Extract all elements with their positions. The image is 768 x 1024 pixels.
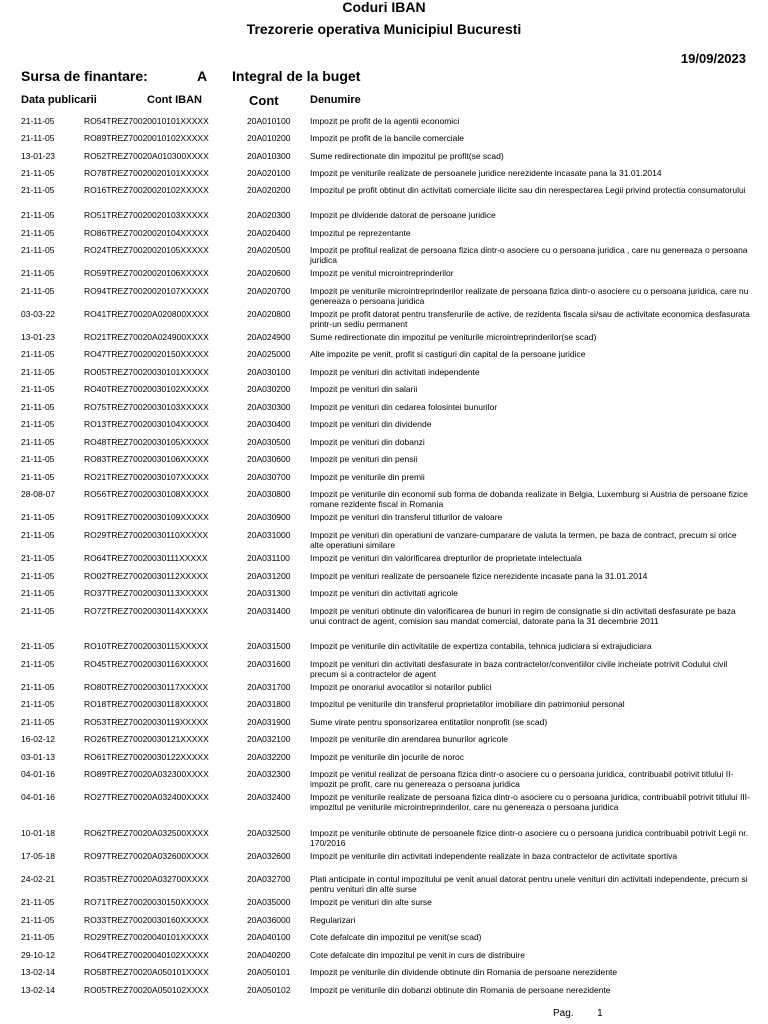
row-denumire: Regularizari [310,915,356,925]
row-denumire: Impozit pe venituri din cedarea folosintei bunurilor [310,402,498,412]
row-date: 16-02-12 [21,734,56,744]
row-date: 21-11-05 [21,932,55,942]
row-date: 21-11-05 [21,659,55,669]
row-cont: 20A020600 [247,268,291,278]
row-iban: RO29TREZ70020040101XXXXX [84,932,209,942]
row-cont: 20A030400 [247,419,291,429]
row-date: 13-01-23 [21,151,56,161]
row-cont: 20A032300 [247,769,291,779]
row-iban: RO71TREZ70020030150XXXXX [84,897,209,907]
funding-source-description: Integral de la buget [232,68,361,84]
row-cont: 20A031900 [247,717,291,727]
row-iban: RO21TREZ70020A024900XXXX [84,332,209,342]
row-denumire: Impozit pe veniturile din arendarea bunurilor agricole [310,734,508,744]
row-denumire: Impozit pe veniturile din dobanzi obtinute din Romania de persoane nerezidente [310,985,611,995]
row-denumire: Impozit pe venituri din activitati independente [310,367,480,377]
row-date: 21-11-05 [21,682,55,692]
row-cont: 20A031400 [247,606,291,616]
row-date: 21-11-05 [21,699,55,709]
row-denumire: Impozit pe venituri din transferul titlurilor de valoare [310,512,503,522]
row-iban: RO97TREZ70020A032600XXXX [84,851,209,861]
row-cont: 20A032500 [247,828,291,838]
document-subtitle: Trezorerie operativa Municipiul Bucuresti [246,21,522,37]
row-iban: RO24TREZ70020020105XXXXX [84,245,209,255]
row-date: 21-11-05 [21,472,55,482]
row-date: 21-11-05 [21,133,55,143]
row-iban: RO47TREZ70020020150XXXXX [84,349,209,359]
row-cont: 20A020400 [247,228,291,238]
row-denumire: Impozit pe veniturile din premii [310,472,425,482]
row-date: 21-11-05 [21,384,55,394]
row-iban: RO80TREZ70020030117XXXXX [84,682,209,692]
row-date: 21-11-05 [21,419,55,429]
row-denumire: Impozit pe veniturile din dividende obtinute din Romania de persoane nerezidente [310,967,618,977]
row-date: 21-11-05 [21,915,55,925]
row-cont: 20A031700 [247,682,291,692]
row-denumire: Impozit pe venituri obtinute din valorificarea de bunuri in regim de consignatie si din activitati desfasurate pe baza unui contract de agent, comision sau mandat comercial, datorate pana la 31 decembrie 2011 [310,606,736,626]
row-iban: RO45TREZ70020030116XXXXX [84,659,209,669]
row-date: 13-01-23 [21,332,56,342]
row-date: 29-10-12 [21,950,56,960]
row-iban: RO40TREZ70020030102XXXXX [84,384,209,394]
row-iban: RO78TREZ70020020101XXXXX [84,168,209,178]
row-iban: RO83TREZ70020030106XXXXX [84,454,209,464]
row-denumire: Impozit pe venituri din dobanzi [310,437,425,447]
row-denumire: Impozit pe venituri din activitati agricole [310,588,458,598]
row-denumire: Impozitul pe veniturile din transferul proprietatilor imobiliare din patrimoniul personal [310,699,625,709]
column-header-denumire: Denumire [310,94,361,106]
row-iban: RO27TREZ70020A032400XXXX [84,792,209,802]
row-cont: 20A040200 [247,950,291,960]
row-iban: RO41TREZ70020A020800XXXX [84,309,209,319]
row-date: 03-01-13 [21,752,56,762]
row-iban: RO72TREZ70020030114XXXXX [84,606,209,616]
row-iban: RO05TREZ70020A050102XXXX [84,985,209,995]
row-date: 21-11-05 [21,116,55,126]
row-iban: RO13TREZ70020030104XXXXX [84,419,209,429]
row-date: 21-11-05 [21,402,55,412]
row-denumire: Impozit pe veniturile microintreprinderilor realizate de persoana fizica dintr-o asociere cu o persoana juridica, care nu genereaza o persoana juridica [310,286,749,306]
row-cont: 20A032200 [247,752,291,762]
row-denumire: Impozit pe venitul microintreprinderilor [310,268,454,278]
row-cont: 20A025000 [247,349,291,359]
row-date: 04-01-16 [21,792,56,802]
row-cont: 20A030300 [247,402,291,412]
row-iban: RO64TREZ70020040102XXXXX [84,950,209,960]
row-cont: 20A020700 [247,286,291,296]
row-date: 21-11-05 [21,641,55,651]
row-denumire: Impozit pe venitul realizat de persoana fizica dintr-o asociere cu o persoana juridica, contribuabil potrivit titlului II-impozit pe profit, care nu genereaza o persoana juridica [310,769,734,789]
row-date: 21-11-05 [21,530,55,540]
row-denumire: Impozit pe veniturile din activitati independente realizate in baza contractelor de activitate sportiva [310,851,678,861]
row-date: 21-11-05 [21,245,55,255]
row-date: 21-11-05 [21,512,55,522]
row-cont: 20A050101 [247,967,291,977]
row-denumire: Impozit pe veniturile din activitatile de expertiza contabila, tehnica judiciara si extrajudiciara [310,641,652,651]
row-cont: 20A030900 [247,512,291,522]
row-denumire: Cote defalcate din impozitul pe venit(se scad) [310,932,482,942]
row-cont: 20A031200 [247,571,291,581]
row-denumire: Impozit pe profit de la agentii economici [310,116,460,126]
row-cont: 20A010300 [247,151,291,161]
row-denumire: Impozit pe venituri din salarii [310,384,418,394]
row-date: 21-11-05 [21,367,55,377]
row-cont: 20A030700 [247,472,291,482]
row-iban: RO16TREZ70020020102XXXXX [84,185,209,195]
row-denumire: Impozit pe veniturile realizate de persoanele juridice nerezidente incasate pana la 31.01.2014 [310,168,662,178]
row-cont: 20A035000 [247,897,291,907]
row-cont: 20A030200 [247,384,291,394]
page-footer [553,1008,603,1019]
row-iban: RO64TREZ70020030111XXXXX [84,553,208,563]
row-date: 21-11-05 [21,349,55,359]
row-iban: RO53TREZ70020030119XXXXX [84,717,209,727]
column-header-iban: Cont IBAN [147,94,202,106]
row-cont: 20A032600 [247,851,291,861]
row-cont: 20A020500 [247,245,291,255]
row-iban: RO18TREZ70020030118XXXXX [84,699,209,709]
row-iban: RO05TREZ70020030101XXXXX [84,367,209,377]
row-date: 24-02-21 [21,874,56,884]
row-iban: RO62TREZ70020A032500XXXX [84,828,209,838]
row-iban: RO61TREZ70020030122XXXXX [84,752,209,762]
column-header-cont: Cont [249,93,279,108]
row-denumire: Sume redirectionate din impozitul pe profit(se scad) [310,151,504,161]
row-cont: 20A030100 [247,367,291,377]
row-denumire: Sume virate pentru sponsorizarea entitatilor nonprofit (se scad) [310,717,548,727]
row-cont: 20A040100 [247,932,291,942]
row-cont: 20A036000 [247,915,291,925]
row-iban: RO51TREZ70020020103XXXXX [84,210,209,220]
row-iban: RO52TREZ70020A010300XXXX [84,151,209,161]
row-denumire: Impozit pe onorariul avocatilor si notarilor publici [310,682,492,692]
row-iban: RO48TREZ70020030105XXXXX [84,437,209,447]
row-iban: RO91TREZ70020030109XXXXX [84,512,209,522]
row-date: 21-11-05 [21,571,55,581]
row-denumire: Impozit pe veniturile din jocurile de noroc [310,752,465,762]
row-cont: 20A032700 [247,874,291,884]
row-date: 17-05-18 [21,851,56,861]
row-denumire: Impozit pe venituri din operatiuni de vanzare-cumparare de valuta la termen, pe baza de contract, precum si orice alte operatiuni similare [310,530,737,550]
row-date: 21-11-05 [21,185,55,195]
row-iban: RO89TREZ70020010102XXXXX [84,133,209,143]
row-date: 21-11-05 [21,588,55,598]
row-denumire: Impozit pe venituri din dividende [310,419,432,429]
row-date: 21-11-05 [21,286,55,296]
row-iban: RO54TREZ70020010101XXXXX [84,116,209,126]
row-date: 13-02-14 [21,967,56,977]
row-cont: 20A031600 [247,659,291,669]
row-date: 10-01-18 [21,828,56,838]
row-denumire: Alte impozite pe venit, profit si castiguri din capital de la persoane juridice [310,349,586,359]
page-label: Pag. [553,1008,574,1019]
row-date: 21-11-05 [21,437,55,447]
row-iban: RO56TREZ70020030108XXXXX [84,489,209,499]
row-denumire: Impozitul pe profit obtinut din activitati comerciale ilicite sau din nerespectarea Legii privind protectia consumatorului [310,185,746,195]
row-denumire: Impozit pe dividende datorat de persoane juridice [310,210,496,220]
row-cont: 20A031300 [247,588,291,598]
row-denumire: Impozit pe venituri din pensii [310,454,418,464]
row-denumire: Impozit pe profitul realizat de persoana fizica dintr-o asociere cu o persoana juridica , care nu genereaza o persoana juridica [310,245,748,265]
row-cont: 20A050102 [247,985,291,995]
row-iban: RO21TREZ70020030107XXXXX [84,472,209,482]
row-denumire: Impozit pe veniturile din economii sub forma de dobanda realizate in Belgia, Luxemburg si Austria de persoane fizice romane rezidente fiscal in Romania [310,489,748,509]
row-date: 21-11-05 [21,606,55,616]
row-denumire: Plati anticipate in contul impozitului pe venit anual datorat pentru unele venituri din activitati independente, precum si pentru venituri din alte surse [310,874,748,894]
row-denumire: Impozit pe veniturile obtinute de persoanele fizice dintr-o asociere cu o persoana juridica contribuabil potrivit Legii nr. 170/2016 [310,828,748,848]
row-cont: 20A020300 [247,210,291,220]
row-iban: RO35TREZ70020A032700XXXX [84,874,209,884]
row-cont: 20A030600 [247,454,291,464]
row-date: 21-11-05 [21,210,55,220]
row-iban: RO89TREZ70020A032300XXXX [84,769,209,779]
row-cont: 20A030800 [247,489,291,499]
row-cont: 20A024900 [247,332,291,342]
row-cont: 20A010200 [247,133,291,143]
row-denumire: Cote defalcate din impozitul pe venit in curs de distribuire [310,950,525,960]
funding-source-label: Sursa de finantare: [21,68,148,84]
row-date: 04-01-16 [21,769,56,779]
row-cont: 20A020100 [247,168,291,178]
row-iban: RO75TREZ70020030103XXXXX [84,402,209,412]
row-cont: 20A020800 [247,309,291,319]
row-iban: RO26TREZ70020030121XXXXX [84,734,209,744]
page-number: 1 [597,1008,603,1019]
row-iban: RO86TREZ70020020104XXXXX [84,228,209,238]
row-denumire: Impozit pe profit datorat pentru transferurile de active, de rezidenta fiscala si/sau de activitate economica desfasurata printr-un sediu permanent [310,309,750,329]
row-denumire: Impozit pe profit de la bancile comerciale [310,133,465,143]
row-iban: RO33TREZ70020030160XXXXX [84,915,209,925]
row-date: 21-11-05 [21,717,55,727]
row-iban: RO59TREZ70020020106XXXXX [84,268,209,278]
row-date: 21-11-05 [21,897,55,907]
row-date: 03-03-22 [21,309,56,319]
row-denumire: Impozit pe venituri din activitati desfasurate in baza contractelor/conventiilor civile incheiate potrivit Codului civil precum si a contractelor de agent [310,659,728,679]
row-denumire: Impozitul pe reprezentante [310,228,411,238]
row-date: 21-11-05 [21,454,55,464]
row-cont: 20A030500 [247,437,291,447]
funding-source-code: A [197,68,208,84]
row-denumire: Impozit pe venituri realizate de persoanele fizice nerezidente incasate pana la 31.01.2014 [310,571,648,581]
row-date: 21-11-05 [21,553,55,563]
row-cont: 20A031800 [247,699,291,709]
row-date: 21-11-05 [21,168,55,178]
row-denumire: Sume redirectionate din impozitul pe veniturile microintreprinderilor(se scad) [310,332,597,342]
row-iban: RO10TREZ70020030115XXXXX [84,641,209,651]
row-cont: 20A031100 [247,553,290,563]
column-header-date: Data publicarii [21,94,97,106]
row-iban: RO37TREZ70020030113XXXXX [84,588,209,598]
row-cont: 20A032400 [247,792,291,802]
row-denumire: Impozit pe venituri din alte surse [310,897,432,907]
row-denumire: Impozit pe veniturile realizate de persoana fizica dintr-o asociere cu o persoana juridica, contribuabil potrivit titlului III-impozitul pe veniturile microintreprinderilor, care nu genereaza o persoana juridica [310,792,750,812]
row-date: 21-11-05 [21,228,55,238]
row-cont: 20A031500 [247,641,291,651]
row-cont: 20A032100 [247,734,291,744]
document-title: Coduri IBAN [342,0,426,15]
row-date: 13-02-14 [21,985,56,995]
row-date: 28-08-07 [21,489,56,499]
row-cont: 20A031000 [247,530,291,540]
row-date: 21-11-05 [21,268,55,278]
document-date: 19/09/2023 [680,51,746,66]
row-cont: 20A020200 [247,185,291,195]
row-denumire: Impozit pe venituri din valorificarea drepturilor de proprietate intelectuala [310,553,582,563]
row-iban: RO02TREZ70020030112XXXXX [84,571,209,581]
row-iban: RO29TREZ70020030110XXXXX [84,530,209,540]
row-iban: RO94TREZ70020020107XXXXX [84,286,209,296]
row-iban: RO58TREZ70020A050101XXXX [84,967,209,977]
row-cont: 20A010100 [247,116,291,126]
